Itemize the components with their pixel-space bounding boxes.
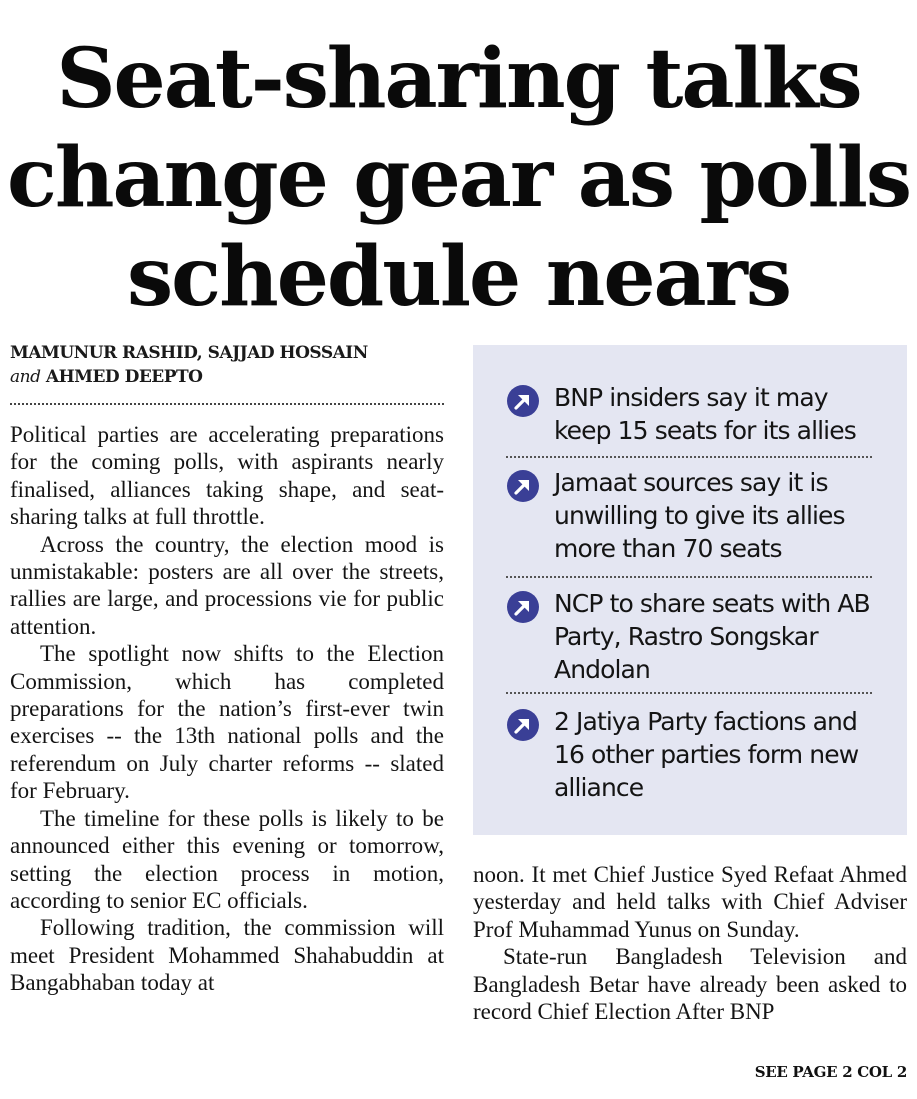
highlight-divider	[506, 576, 872, 578]
highlight-text: BNP insiders say it may keep 15 seats for its allies	[554, 383, 856, 445]
arrow-circle-icon	[506, 708, 540, 742]
byline	[10, 341, 444, 389]
continuation-link[interactable]: SEE PAGE 2 COL 2	[754, 1063, 907, 1081]
highlight-item	[506, 381, 872, 447]
highlight-item	[506, 466, 872, 565]
highlight-item	[506, 705, 872, 804]
article-column-left	[10, 421, 444, 997]
paragraph: Across the country, the election mood is unmistakable: posters are all over the streets, rallies are large, and processions vie for public attention.	[10, 531, 444, 639]
highlight-divider	[506, 456, 872, 458]
highlights-box	[473, 345, 907, 835]
byline-authors-1: MAMUNUR RASHID, SAJJAD HOSSAIN	[10, 343, 368, 363]
byline-divider	[10, 403, 444, 405]
paragraph: The timeline for these polls is likely to be announced either this evening or tomorrow, setting the election process in motion, according to senior EC officials.	[10, 805, 444, 913]
paragraph: Political parties are accelerating preparations for the coming polls, with aspirants nearly finalised, alliances taking shape, and seat-sharing talks at full throttle.	[10, 422, 444, 530]
article-column-right	[473, 861, 907, 1025]
arrow-circle-icon	[506, 384, 540, 418]
highlight-text: Jamaat sources say it is unwilling to give its allies more than 70 seats	[554, 468, 845, 563]
headline	[0, 30, 917, 327]
paragraph: State-run Bangladesh Television and Bangladesh Betar have already been asked to record Chief Election After BNP	[473, 944, 907, 1025]
headline-line-2: change gear as polls	[6, 130, 911, 226]
highlight-divider	[506, 692, 872, 694]
paragraph: The spotlight now shifts to the Election Commission, which has completed preparations for the nation’s first-ever twin exercises -- the 13th national polls and the referendum on July charter reforms -- slated for February.	[10, 641, 444, 804]
byline-authors-2: AHMED DEEPTO	[45, 367, 203, 387]
arrow-circle-icon	[506, 590, 540, 624]
highlight-item	[506, 587, 872, 686]
paragraph: noon. It met Chief Justice Syed Refaat Ahmed yesterday and held talks with Chief Adviser Prof Muhammad Yunus on Sunday.	[473, 862, 907, 942]
headline-line-3: schedule nears	[127, 229, 790, 325]
paragraph: Following tradition, the commission will meet President Mohammed Shahabuddin at Bangabhaban today at	[10, 915, 444, 996]
headline-line-1: Seat-sharing talks	[56, 31, 861, 127]
byline-connector: and	[10, 367, 41, 387]
highlight-text: NCP to share seats with AB Party, Rastro Songskar Andolan	[554, 589, 870, 684]
highlight-text: 2 Jatiya Party factions and 16 other parties form new alliance	[554, 707, 859, 802]
arrow-circle-icon	[506, 469, 540, 503]
